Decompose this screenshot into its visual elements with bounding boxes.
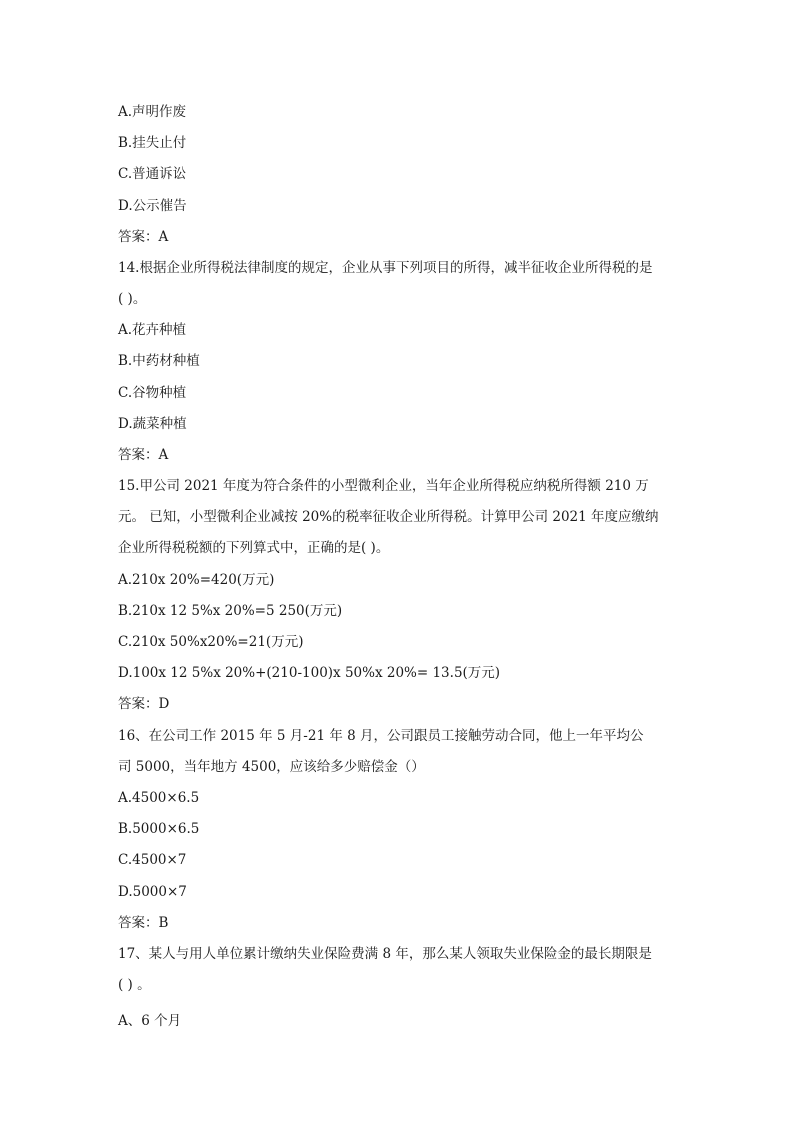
question-17: 17、某人与用人单位累计缴纳失业保险费满 8 年，那么某人领取失业保险金的最长期限是 [118,946,652,962]
answer: 答案：A [118,229,169,245]
question-17-cont: ( ) 。 [118,977,151,993]
question-16-cont: 司 5000，当年地方 4500，应该给多少赔偿金（） [118,759,425,775]
option-b: B.挂失止付 [118,135,187,151]
option-c: C.普通诉讼 [118,166,187,182]
option-b: B.210x 12 5%x 20%=5 250(万元) [118,603,343,619]
option-d: D.公示催告 [118,198,187,214]
answer: 答案：A [118,447,169,463]
option-d: D.5000×7 [118,884,187,900]
option-a: A、6 个月 [118,1013,182,1029]
option-a: A.4500×6.5 [118,790,200,806]
option-a: A.210x 20%=420(万元) [118,572,275,588]
question-15: 15.甲公司 2021 年度为符合条件的小型微利企业，当年企业所得税应纳税所得额 210 万 [118,478,649,494]
option-b: B.5000×6.5 [118,821,200,837]
option-d: D.100x 12 5%x 20%+(210-100)x 50%x 20%= 13.5(万元) [118,665,501,681]
answer: 答案：D [118,696,170,712]
option-c: C.谷物种植 [118,385,187,401]
answer: 答案：B [118,915,169,931]
question-15-cont: 企业所得税税额的下列算式中，正确的是( )。 [118,540,390,556]
option-b: B.中药材种植 [118,353,200,369]
option-a: A.花卉种植 [118,322,187,338]
option-d: D.蔬菜种植 [118,416,187,432]
option-c: C.210x 50%x20%=21(万元) [118,634,304,650]
question-14: 14.根据企业所得税法律制度的规定，企业从事下列项目的所得，减半征收企业所得税的是 [118,260,653,276]
option-a: A.声明作废 [118,104,187,120]
option-c: C.4500×7 [118,852,187,868]
question-15-cont: 元。 已知，小型微利企业减按 20%的税率征收企业所得税。计算甲公司 2021 年度应缴纳 [118,509,659,525]
question-14-cont: ( )。 [118,291,147,307]
question-16: 16、在公司工作 2015 年 5 月-21 年 8 月，公司跟员工接触劳动合同，他上一年平均公 [118,728,644,744]
